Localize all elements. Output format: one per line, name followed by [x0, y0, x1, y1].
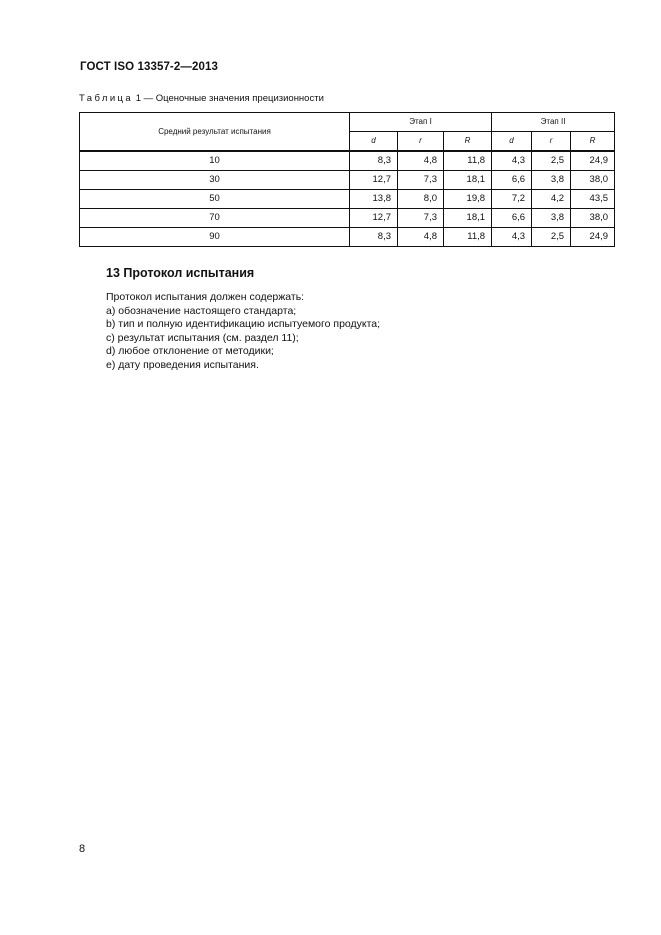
stage-2-R-cell: 38,0: [571, 209, 615, 228]
mean-cell: 50: [80, 190, 350, 209]
stage-1-r-cell: 4,8: [398, 228, 444, 247]
table-row: [80, 190, 615, 209]
page-number: 8: [79, 843, 86, 855]
stage-1-r-cell: 4,8: [398, 151, 444, 171]
stage-2-d-header: d: [492, 132, 532, 152]
stage-2-R-cell: 38,0: [571, 171, 615, 190]
stage-2-R-cell: 43,5: [571, 190, 615, 209]
table-row: [80, 228, 615, 247]
stage-1-R-header: R: [444, 132, 492, 152]
table-row: [80, 209, 615, 228]
stage-1-r-cell: 8,0: [398, 190, 444, 209]
stage-2-r-header: r: [532, 132, 571, 152]
list-item: b) тип и полную идентификацию испытуемого продукта;: [106, 318, 381, 330]
stage-1-r-header: r: [398, 132, 444, 152]
table-caption: [79, 93, 324, 104]
stage-1-d-cell: 13,8: [350, 190, 398, 209]
stage-2-d-cell: 4,3: [492, 151, 532, 171]
stage-1-r-cell: 7,3: [398, 209, 444, 228]
stage-1-d-cell: 8,3: [350, 151, 398, 171]
stage-2-R-cell: 24,9: [571, 151, 615, 171]
table-caption-label: Таблица: [79, 93, 134, 104]
stage-1-R-cell: 11,8: [444, 228, 492, 247]
stage-1-d-cell: 8,3: [350, 228, 398, 247]
list-item: c) результат испытания (см. раздел 11);: [106, 331, 299, 344]
stage-2-r-cell: 2,5: [532, 228, 571, 247]
stage-1-R-cell: 11,8: [444, 151, 492, 171]
stage-1-d-header: d: [350, 132, 398, 152]
stage-1-R-cell: 18,1: [444, 171, 492, 190]
stage-2-R-header: R: [571, 132, 615, 152]
table-row: [80, 151, 615, 171]
stage-2-r-cell: 2,5: [532, 151, 571, 171]
stage-2-d-cell: 4,3: [492, 228, 532, 247]
stage-2-d-cell: 6,6: [492, 209, 532, 228]
body-line-intro: Протокол испытания должен содержать:: [106, 291, 305, 303]
mean-cell: 90: [80, 228, 350, 247]
stage-2-r-cell: 3,8: [532, 209, 571, 228]
stage-2-header: Этап II: [492, 113, 615, 132]
stage-2-d-cell: 7,2: [492, 190, 532, 209]
mean-cell: 10: [80, 151, 350, 171]
mean-cell: 30: [80, 171, 350, 190]
table-caption-text: 1 — Оценочные значения прецизионности: [133, 93, 324, 104]
stage-2-d-cell: 6,6: [492, 171, 532, 190]
mean-cell: 70: [80, 209, 350, 228]
stage-1-r-cell: 7,3: [398, 171, 444, 190]
section-body: [106, 291, 380, 372]
stage-1-d-cell: 12,7: [350, 171, 398, 190]
stage-1-R-cell: 19,8: [444, 190, 492, 209]
list-item: a) обозначение настоящего стандарта;: [106, 304, 297, 317]
stage-2-R-cell: 24,9: [571, 228, 615, 247]
list-item: d) любое отклонение от методики;: [106, 345, 274, 357]
table-row: [80, 171, 615, 190]
list-item: e) дату проведения испытания.: [106, 358, 259, 371]
document-header: ГОСТ ISO 13357-2—2013: [80, 61, 218, 73]
mean-result-header: Средний результат испытания: [80, 113, 350, 152]
section-title: 13 Протокол испытания: [106, 266, 255, 280]
stage-1-R-cell: 18,1: [444, 209, 492, 228]
stage-2-r-cell: 3,8: [532, 171, 571, 190]
stage-1-header: Этап I: [350, 113, 492, 132]
stage-1-d-cell: 12,7: [350, 209, 398, 228]
stage-2-r-cell: 4,2: [532, 190, 571, 209]
precision-table: [79, 112, 615, 247]
